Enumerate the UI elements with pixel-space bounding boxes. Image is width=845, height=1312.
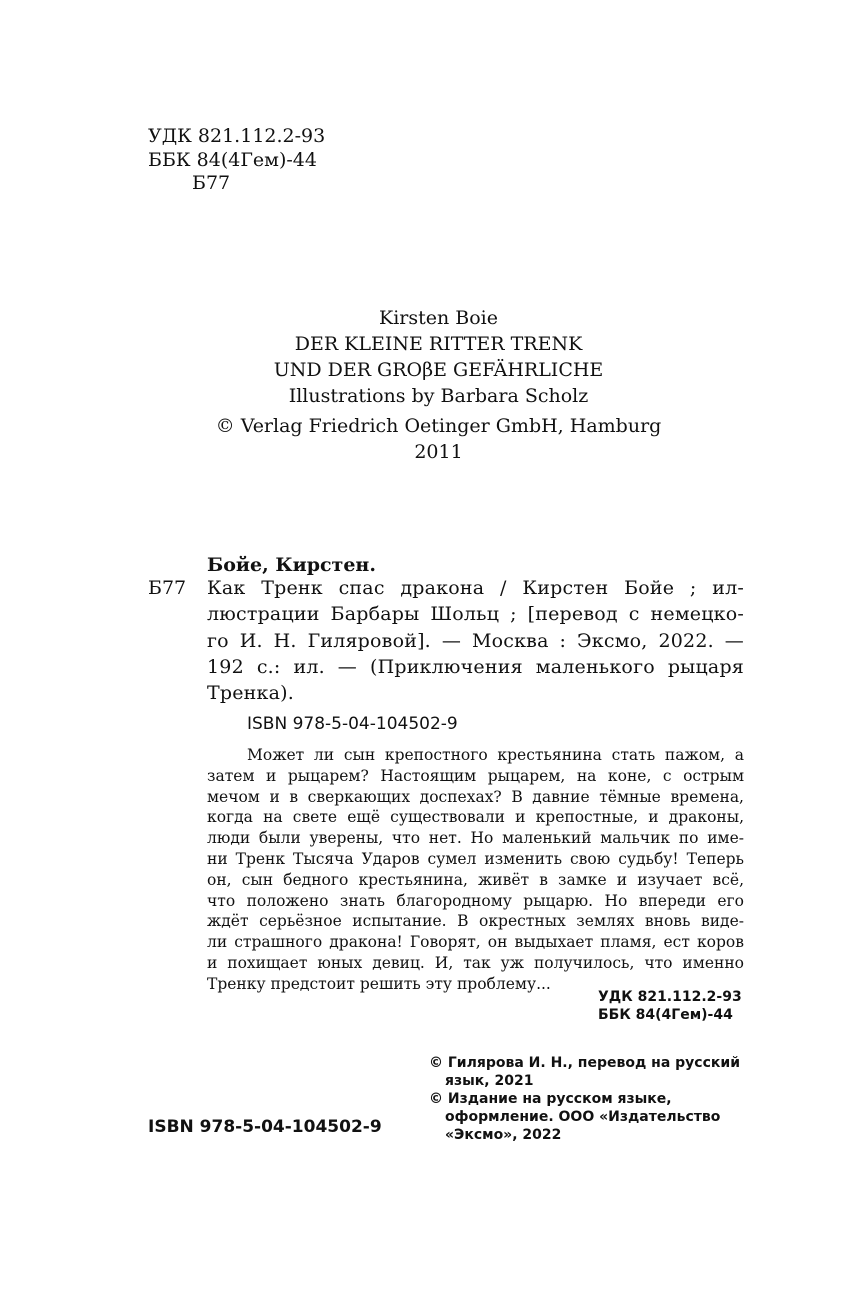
bottom-isbn: ISBN 978-5-04-104502-9 — [148, 1117, 382, 1137]
original-copyright: © Verlag Friedrich Oetinger GmbH, Hamburg 2011 — [215, 415, 662, 463]
udk-code: УДК 821.112.2-93 — [148, 125, 326, 147]
annotation-line: ли страшного дракона! Говорят, он выдыхает пламя, ест коров — [207, 933, 744, 952]
biblio-line: 192 с.: ил. — (Приключения маленького рыцаря — [207, 655, 744, 678]
annotation-line: ждёт серьёзное испытание. В окрестных землях вновь виде- — [207, 912, 744, 931]
annotation-line: Может ли сын крепостного крестьянина стать пажом, а — [247, 746, 744, 764]
annotation-line: что положено знать благородному рыцарю. Но впереди его — [207, 891, 744, 910]
copyright-edition: © Издание на русском языке, оформление. ООО «Издательство «Эксмо», 2022 — [429, 1091, 721, 1143]
original-illustrator: Illustrations by Barbara Scholz — [288, 385, 589, 407]
bottom-bbk-code: ББК 84(4Гем)-44 — [598, 1007, 733, 1023]
annotation-line: Тренку предстоит решить эту проблему... — [207, 974, 551, 993]
copyright-notices — [429, 1054, 749, 1144]
biblio-line: люстрации Барбары Шольц ; [перевод с немецко- — [207, 603, 744, 626]
annotation-line: люди были уверены, что нет. Но маленький мальчик по име- — [207, 829, 744, 848]
bibliographic-isbn: ISBN 978-5-04-104502-9 — [247, 714, 458, 734]
annotation-line: и похищает юных девиц. И, так уж получилось, что именно — [207, 953, 744, 972]
original-title-line-2: UND DER GROβE GEFÄHRLICHE — [273, 359, 604, 381]
bottom-classification-codes — [598, 988, 742, 1024]
biblio-line: Как Тренк спас дракона / Кирстен Бойе ; ил- — [207, 577, 744, 599]
bibliographic-mark: Б77 — [148, 577, 187, 599]
classification-codes — [148, 125, 325, 196]
original-edition-block — [190, 305, 687, 465]
annotation-line: затем и рыцарем? Настоящим рыцарем, на коне, с острым — [207, 766, 744, 785]
original-title-line-1: DER KLEINE RITTER TRENK — [294, 333, 583, 355]
bottom-udk-code: УДК 821.112.2-93 — [598, 989, 742, 1005]
annotation — [207, 745, 744, 995]
copyright-translation: © Гилярова И. Н., перевод на русский язык, 2021 — [429, 1055, 741, 1089]
bibliographic-author: Бойе, Кирстен. — [207, 554, 376, 576]
author-mark: Б77 — [192, 172, 231, 194]
biblio-line: Тренка). — [207, 682, 294, 705]
annotation-line: он, сын бедного крестьянина, живёт в замке и изучает всё, — [207, 870, 744, 889]
bibliographic-description — [207, 575, 744, 706]
original-author: Kirsten Boie — [379, 307, 498, 329]
biblio-line: го И. Н. Гиляровой]. — Москва : Эксмо, 2022. — — [207, 629, 744, 652]
bbk-code: ББК 84(4Гем)-44 — [148, 148, 317, 171]
annotation-line: мечом и в сверкающих доспехах? В давние тёмные времена, — [207, 787, 744, 806]
annotation-line: ни Тренк Тысяча Ударов сумел изменить свою судьбу! Теперь — [207, 849, 744, 868]
annotation-line: когда на свете ещё существовали и крепостные, и драконы, — [207, 808, 744, 827]
